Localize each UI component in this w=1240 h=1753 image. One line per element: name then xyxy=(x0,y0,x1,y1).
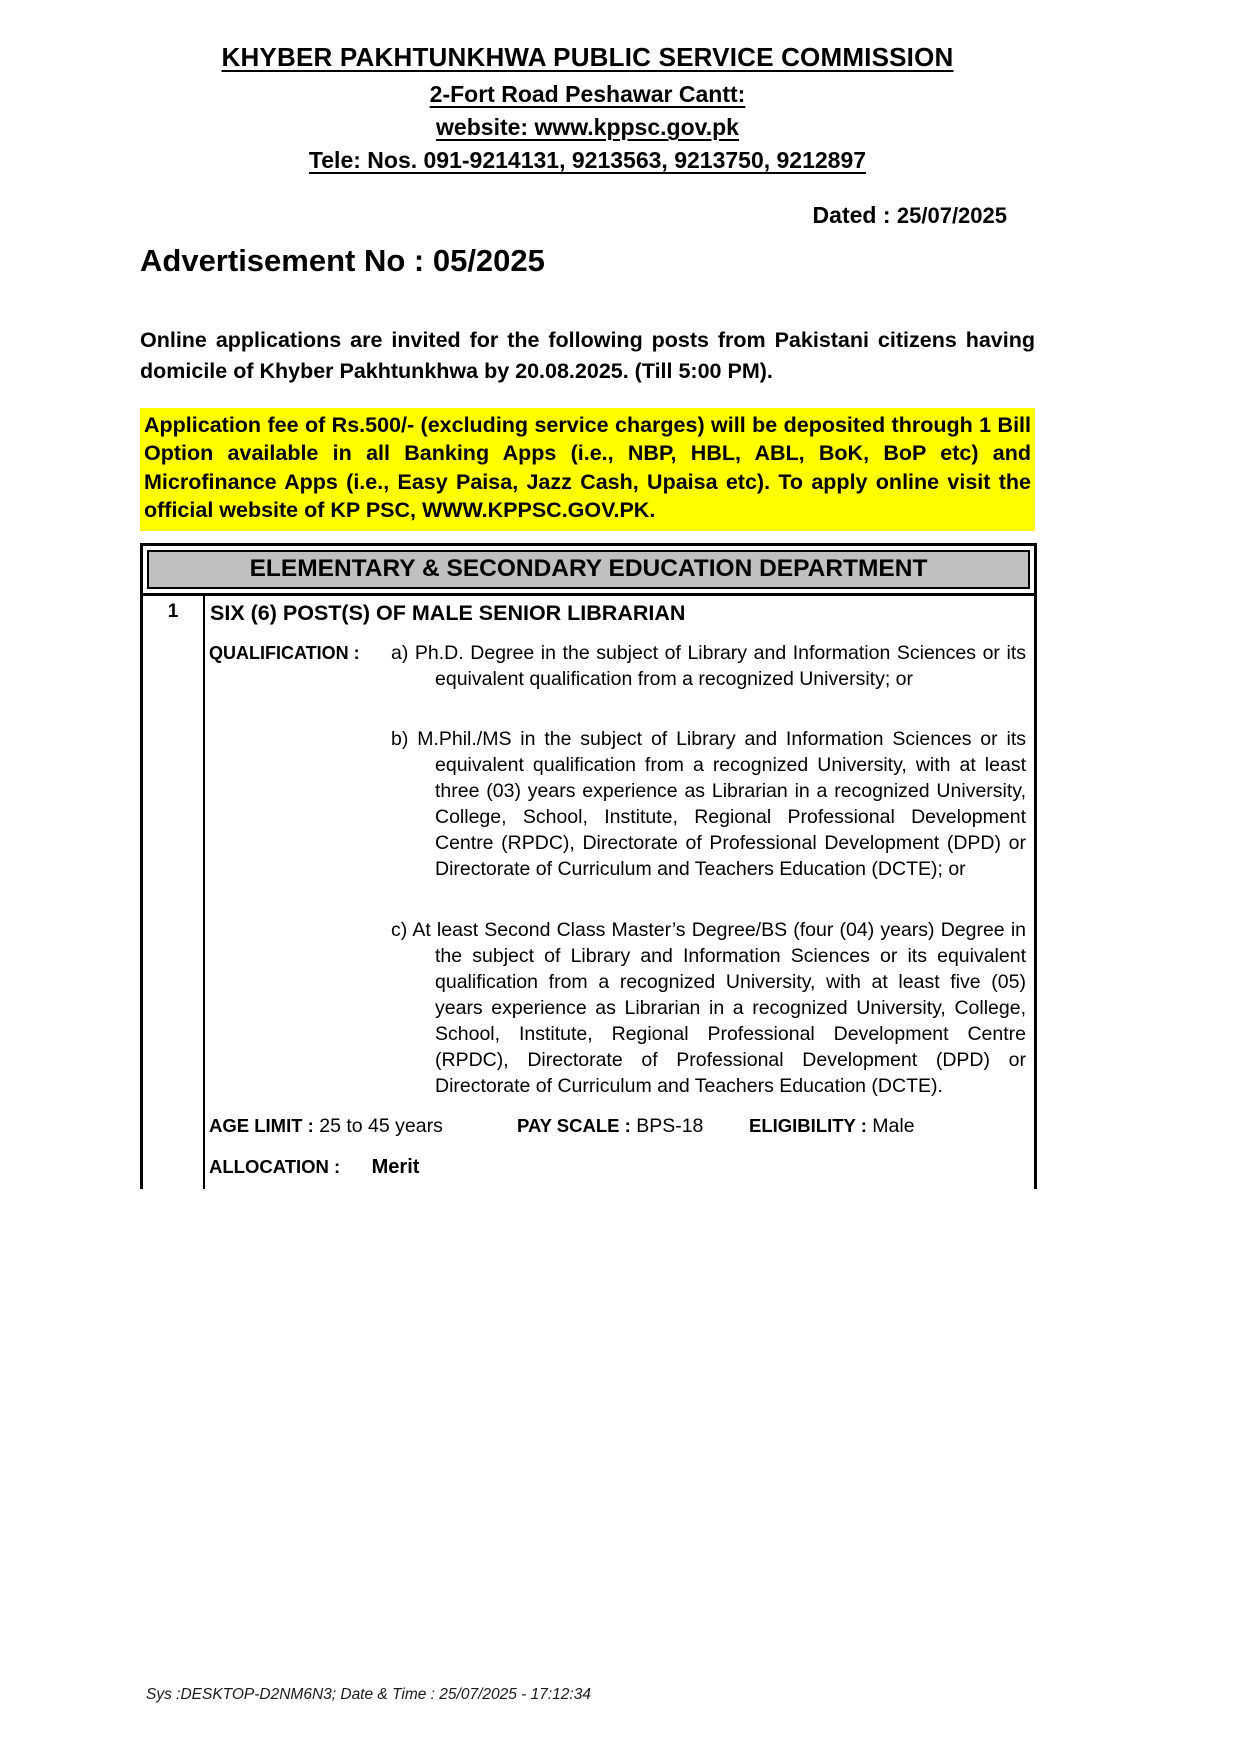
telephone-line: Tele: Nos. 091-9214131, 9213563, 9213750, 9212897 xyxy=(308,147,867,173)
dated-row xyxy=(140,202,1035,229)
system-footer: Sys :DESKTOP-D2NM6N3; Date & Time : 25/07/2025 - 17:12:34 xyxy=(146,1686,591,1703)
post-details-cell xyxy=(205,596,1034,1190)
fee-notice-highlight: Application fee of Rs.500/- (excluding service charges) will be deposited through 1 Bill Option available in all Banking Apps (i.e., NBP, HBL, ABL, BoK, BoP etc) and Microfinance Apps (i.e., Easy Paisa, Jazz Cash, Upaisa etc). To apply online visit the official website of KP PSC, WWW.KPPSC.GOV.PK. xyxy=(140,408,1035,531)
website-line: website: www.kppsc.gov.pk xyxy=(436,114,739,140)
age-limit xyxy=(209,1115,517,1138)
pay-scale-value: BPS-18 xyxy=(636,1115,704,1138)
pay-scale xyxy=(517,1115,749,1138)
age-limit-value: 25 to 45 years xyxy=(319,1115,443,1138)
qualification-row xyxy=(209,640,1028,1100)
dated-value: 25/07/2025 xyxy=(896,203,1007,228)
table-row xyxy=(143,596,1034,1190)
qualification-label: QUALIFICATION : xyxy=(209,642,360,663)
age-limit-label: AGE LIMIT : xyxy=(209,1115,314,1137)
pay-scale-label: PAY SCALE : xyxy=(517,1115,631,1137)
commission-name: KHYBER PAKHTUNKHWA PUBLIC SERVICE COMMISSION xyxy=(221,42,954,72)
advertisement-title: Advertisement No : 05/2025 xyxy=(140,243,545,278)
qualification-item-a: a) Ph.D. Degree in the subject of Library and Information Sciences or its equivalent qualification from a recognized University; or xyxy=(391,641,1026,690)
document-content xyxy=(140,0,1035,1189)
posts-table xyxy=(140,543,1037,1190)
dated-label: Dated : xyxy=(812,202,891,228)
post-serial-number: 1 xyxy=(143,596,205,1190)
eligibility-value: Male xyxy=(872,1115,915,1138)
intro-paragraph: Online applications are invited for the following posts from Pakistani citizens having domicile of Khyber Pakhtunkhwa by 20.08.2025. (Till 5:00 PM). xyxy=(140,328,1035,383)
department-header: ELEMENTARY & SECONDARY EDUCATION DEPARTMENT xyxy=(147,550,1030,589)
qualification-item-b: b) M.Phil./MS in the subject of Library and Information Sciences or its equivalent qualification from a recognized University, with at least three (03) years experience as Librarian in a recognized University, College, School, Institute, Regional Professional Development Centre (RPDC), Directorate of Professional Development (DPD) or Directorate of Curriculum and Teachers Education (DCTE); or xyxy=(391,727,1026,881)
allocation-value: Merit xyxy=(371,1156,420,1179)
qualification-item-c: c) At least Second Class Master’s Degree/BS (four (04) years) Degree in the subject of Library and Information Sciences or its equivalent qualification from a recognized University, with at least five (05) years experience as Librarian in a recognized University, College, School, Institute, Regional Professional Development Centre (RPDC), Directorate of Professional Development (DPD) or Directorate of Curriculum and Teachers Education (DCTE). xyxy=(391,918,1026,1098)
post-title: SIX (6) POST(S) OF MALE SENIOR LIBRARIAN xyxy=(210,600,686,625)
post-meta-row xyxy=(209,1115,1028,1138)
eligibility xyxy=(749,1115,1028,1138)
allocation-label: ALLOCATION : xyxy=(209,1156,341,1178)
allocation-row xyxy=(209,1156,1028,1179)
letterhead xyxy=(140,42,1035,174)
qualification-text xyxy=(391,640,1028,1100)
eligibility-label: ELIGIBILITY : xyxy=(749,1115,867,1137)
address-line: 2-Fort Road Peshawar Cantt: xyxy=(429,81,746,107)
department-header-cell xyxy=(143,546,1034,596)
